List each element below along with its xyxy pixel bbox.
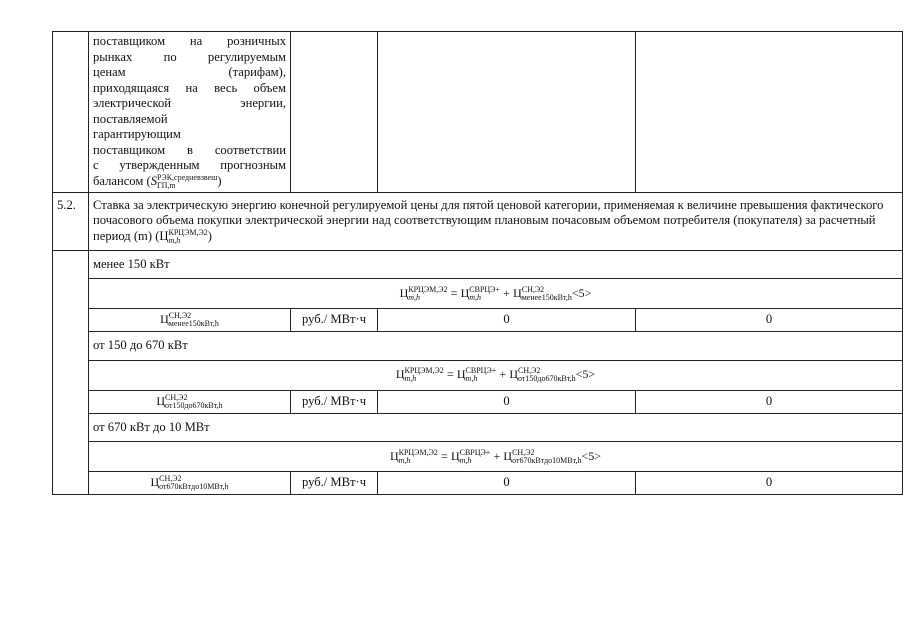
value-cell-2: 0 — [636, 472, 903, 495]
formula: Ц КРЦЭМ,Э2 m,h = Ц СВРЦЭ+ m,h + Ц СН,Э2 от670кВтдо10МВт,h <5> — [89, 442, 903, 472]
formula-row — [53, 360, 903, 390]
empty-unit-cell — [291, 32, 378, 193]
value-cell-1: 0 — [378, 309, 636, 332]
section-number-spacer — [53, 250, 89, 495]
empty-value-cell-1 — [378, 32, 636, 193]
row-symbol: Ц СН,Э2 от670кВтдо10МВт,h — [89, 472, 291, 495]
balance-symbol: S — [150, 173, 157, 188]
section-description: Ставка за электрическую энергию конечной регулируемой цены для пятой ценовой категории, применяемая к величине превышения фактического почасового объема покупки электрической энергии над соответствующим плановым почасовым объемом потребителя (покупателя) за расчетный период (m) (Ц КРЦЭМ,Э2 m,h ) — [89, 192, 903, 250]
group-label: менее 150 кВт — [89, 250, 903, 279]
group-label: от 670 кВт до 10 МВт — [89, 413, 903, 442]
section-number: 5.2. — [53, 192, 89, 250]
value-cell-1: 0 — [378, 472, 636, 495]
formula: Ц КРЦЭМ,Э2 m,h = Ц СВРЦЭ+ m,h + Ц СН,Э2 менее150кВт,h <5> — [89, 279, 903, 309]
continuation-line: поставщиком в соответствии — [93, 142, 286, 157]
continuation-last-line: балансом (S РЭК,средневзвеш ГП,m ) — [93, 172, 222, 190]
continuation-line: с утвержденным прогнозным — [93, 158, 286, 172]
continuation-line: поставляемой — [93, 111, 168, 126]
group-label-row — [53, 413, 903, 442]
tariff-table — [52, 31, 903, 495]
row-symbol: Ц СН,Э2 от150до670кВт,h — [89, 390, 291, 413]
continuation-line: приходящаяся на весь объем — [93, 80, 286, 95]
value-cell-2: 0 — [636, 309, 903, 332]
continuation-line: гарантирующим — [93, 127, 181, 141]
unit-cell: руб./ МВт·ч — [291, 390, 378, 413]
row-symbol: Ц СН,Э2 менее150кВт,h — [89, 309, 291, 332]
section-row — [53, 192, 903, 250]
unit-cell: руб./ МВт·ч — [291, 472, 378, 495]
unit-cell: руб./ МВт·ч — [291, 309, 378, 332]
footnote-ref: <5> — [575, 367, 596, 382]
footnote-ref: <5> — [581, 448, 602, 463]
footnote-ref: <5> — [571, 285, 592, 300]
value-cell-2: 0 — [636, 390, 903, 413]
value-row — [53, 309, 903, 332]
continuation-line: электрической энергии, — [93, 96, 286, 110]
value-row — [53, 472, 903, 495]
empty-value-cell-2 — [636, 32, 903, 193]
formula: Ц КРЦЭМ,Э2 m,h = Ц СВРЦЭ+ m,h + Ц СН,Э2 от150до670кВт,h <5> — [89, 360, 903, 390]
continuation-line: поставщиком на розничных — [93, 34, 286, 48]
group-label-row — [53, 250, 903, 279]
continuation-text-cell — [89, 32, 291, 193]
empty-number-cell — [53, 32, 89, 193]
value-row — [53, 390, 903, 413]
group-label-row — [53, 332, 903, 361]
continuation-line: рынках по регулируемым — [93, 49, 286, 64]
group-label: от 150 до 670 кВт — [89, 332, 903, 361]
value-cell-1: 0 — [378, 390, 636, 413]
formula-row — [53, 442, 903, 472]
continuation-row — [53, 32, 903, 193]
formula-row — [53, 279, 903, 309]
continuation-line: ценам (тарифам), — [93, 65, 286, 79]
